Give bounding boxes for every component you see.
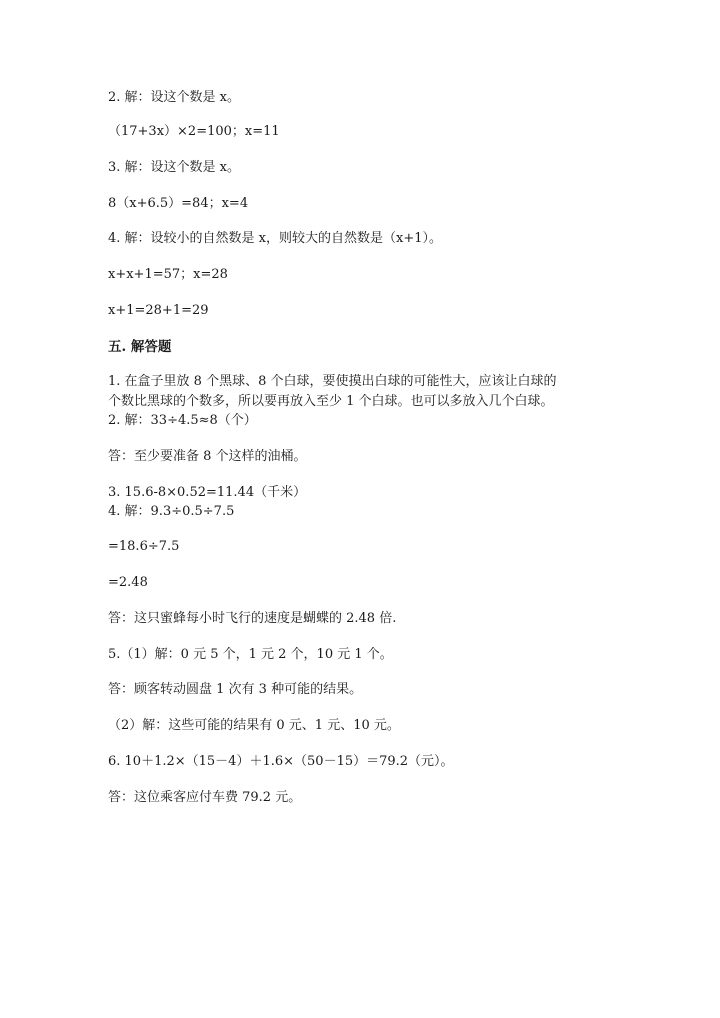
section-heading: 五. 解答题 <box>108 339 172 355</box>
answer-2-setup: 2. 解：设这个数是 x。 <box>108 90 240 105</box>
answer-2-equation: （17+3x）×2=100；x=11 <box>108 124 280 139</box>
answer-4-equation: x+x+1=57；x=28 <box>108 267 228 282</box>
answer-3-equation: 8（x+6.5）=84；x=4 <box>108 196 249 211</box>
solution-5-part-1: 5.（1）解：0 元 5 个，1 元 2 个，10 元 1 个。 <box>108 647 393 662</box>
solution-3-calc: 3. 15.6-8×0.52=11.44（千米） <box>108 485 307 500</box>
solution-5-answer: 答：顾客转动圆盘 1 次有 3 种可能的结果。 <box>108 682 363 697</box>
solution-6-calc: 6. 10＋1.2×（15－4）＋1.6×（50－15）＝79.2（元）。 <box>108 754 454 769</box>
solution-5-part-2: （2）解：这些可能的结果有 0 元、1 元、10 元。 <box>108 718 400 733</box>
solution-1-line-1: 1. 在盒子里放 8 个黑球、8 个白球，要使摸出白球的可能性大，应该让白球的 <box>108 374 557 389</box>
solution-1-line-2: 个数比黑球的个数多，所以要再放入至少 1 个白球。也可以多放入几个白球。 <box>108 394 554 409</box>
solution-4-answer: 答：这只蜜蜂每小时飞行的速度是蝴蝶的 2.48 倍. <box>108 611 397 626</box>
solution-4-step: =18.6÷7.5 <box>108 539 180 554</box>
solution-2-answer: 答：至少要准备 8 个这样的油桶。 <box>108 449 307 464</box>
answer-3-setup: 3. 解：设这个数是 x。 <box>108 160 240 175</box>
solution-6-answer: 答：这位乘客应付车费 79.2 元。 <box>108 790 302 805</box>
solution-4-result: =2.48 <box>108 575 148 590</box>
answer-4-setup: 4. 解：设较小的自然数是 x，则较大的自然数是（x+1）。 <box>108 231 442 246</box>
answer-4-result: x+1=28+1=29 <box>108 303 209 318</box>
solution-4-calc: 4. 解：9.3÷0.5÷7.5 <box>108 504 235 519</box>
solution-2-calc: 2. 解：33÷4.5≈8（个） <box>108 413 257 428</box>
